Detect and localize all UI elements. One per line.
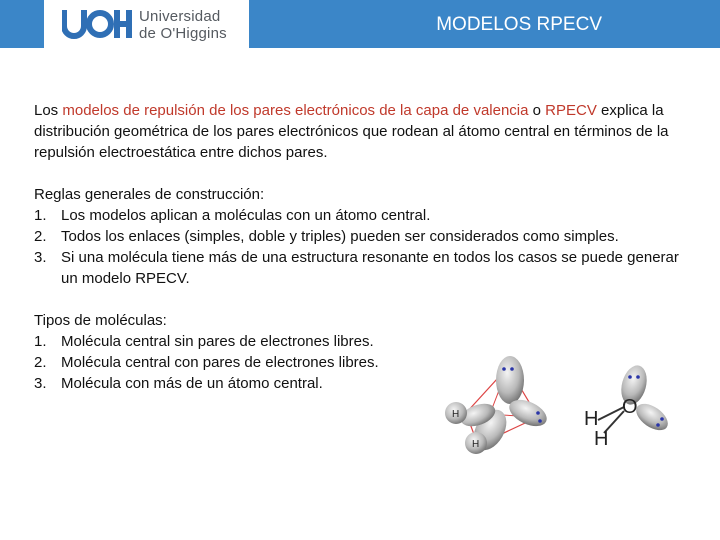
intro-highlight: modelos de repulsión de los pares electrónicos de la capa de valencia <box>62 102 529 119</box>
logo-text <box>139 8 227 42</box>
rule-text: Todos los enlaces (simples, doble y triples) pueden ser considerados como simples. <box>61 228 619 245</box>
intro-rest: explica la distribución geométrica de los pares electrónicos que rodean al átomo central en términos de la repulsión electroestática entre dichos pares. <box>34 102 669 161</box>
tetrahedral-molecule-figure <box>438 355 558 465</box>
hydrogen-label: H <box>472 439 480 450</box>
rule-text: Los modelos aplican a moléculas con un átomo central. <box>61 207 431 224</box>
type-number: 1. <box>34 333 47 350</box>
oxygen-label: O <box>622 396 638 418</box>
intro-pre: Los <box>34 102 63 119</box>
type-text: Molécula con más de un átomo central. <box>61 375 323 392</box>
hydrogen-label: H <box>584 408 599 430</box>
rule-item-1 <box>34 205 694 226</box>
type-number: 3. <box>34 375 47 392</box>
slide-content <box>34 100 694 394</box>
rule-number: 1. <box>34 207 47 224</box>
uoh-logo-icon <box>62 8 134 40</box>
rule-number: 2. <box>34 228 47 245</box>
university-logo <box>44 0 249 48</box>
logo-line-1: Universidad <box>139 8 221 25</box>
rules-list <box>34 205 694 289</box>
rule-item-2 <box>34 226 694 247</box>
rules-heading: Reglas generales de construcción: <box>34 186 265 203</box>
intro-paragraph <box>34 100 694 163</box>
type-number: 2. <box>34 354 47 371</box>
types-heading: Tipos de moléculas: <box>34 312 167 329</box>
header-bar <box>0 0 720 48</box>
rule-number: 3. <box>34 249 47 266</box>
type-text: Molécula central con pares de electrones libres. <box>61 354 379 371</box>
rule-item-3 <box>34 247 694 289</box>
hydrogen-label: H <box>594 428 609 450</box>
intro-acronym: RPECV <box>545 102 597 119</box>
water-molecule-figure <box>582 365 672 450</box>
rule-text: Si una molécula tiene más de una estructura resonante en todos los casos se puede generar un modelo RPECV. <box>61 249 679 287</box>
slide-title: MODELOS RPECV <box>436 14 602 35</box>
type-item-1 <box>34 331 694 352</box>
rules-section <box>34 184 694 289</box>
type-text: Molécula central sin pares de electrones libres. <box>61 333 374 350</box>
hydrogen-label: H <box>452 409 460 420</box>
intro-mid: o <box>528 102 546 119</box>
logo-line-2: de O'Higgins <box>139 25 227 42</box>
